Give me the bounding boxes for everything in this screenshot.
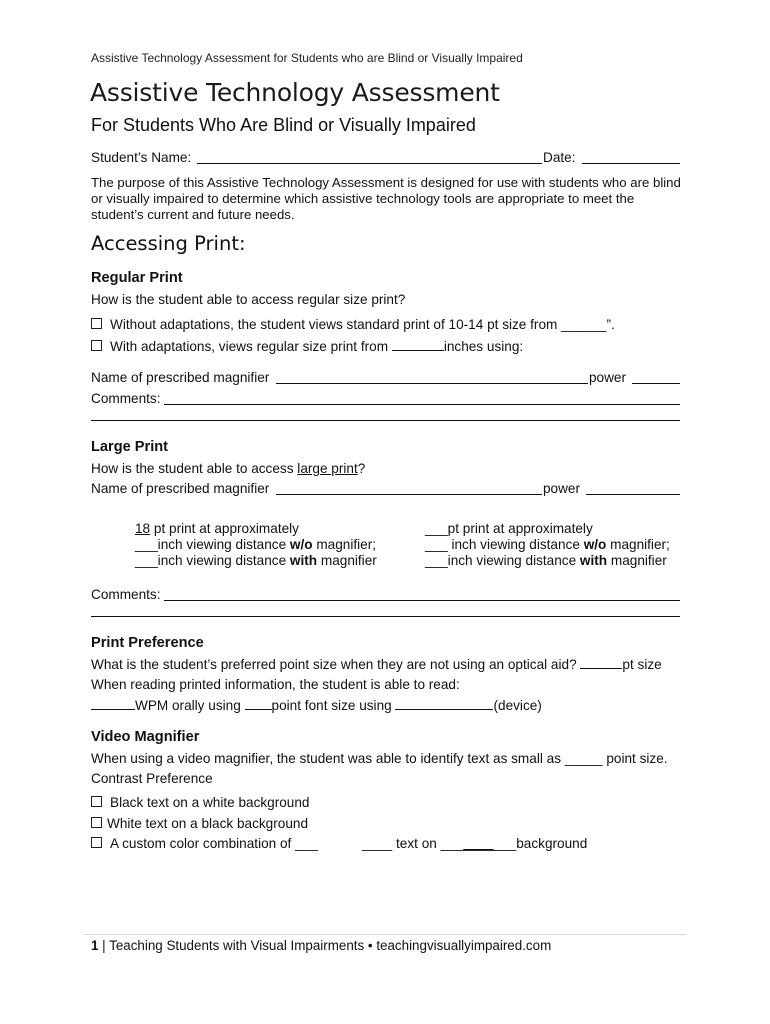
checkbox[interactable]	[91, 817, 102, 828]
large-print-question: How is the student able to access large print?	[91, 461, 366, 476]
checkbox[interactable]	[91, 318, 102, 329]
large-comments-label: Comments:	[91, 587, 161, 602]
font-size-field[interactable]	[245, 709, 272, 710]
large-print-heading: Large Print	[91, 439, 169, 455]
contrast-preference-label: Contrast Preference	[91, 771, 213, 786]
student-name-field[interactable]	[197, 163, 542, 164]
large-magnifier-field[interactable]	[276, 494, 542, 495]
large-col1-line2: ___inch viewing distance w/o magnifier;	[135, 537, 377, 552]
custom-color-detail: ____ text on __________background	[362, 836, 588, 851]
preferred-size-question: What is the student’s preferred point size when they are not using an optical aid? pt size	[91, 657, 662, 672]
regular-print-option-2: With adaptations, views regular size print from inches using:	[91, 339, 523, 355]
regular-comments-field-line-2[interactable]	[91, 420, 680, 421]
regular-power-field[interactable]	[632, 383, 680, 384]
wpm-field[interactable]	[91, 709, 135, 710]
date-field[interactable]	[582, 163, 680, 164]
footer-divider	[84, 934, 686, 935]
large-power-field[interactable]	[586, 494, 680, 495]
checkbox[interactable]	[91, 340, 102, 351]
regular-print-heading: Regular Print	[91, 270, 183, 286]
footer: 1 | Teaching Students with Visual Impairments • teachingvisuallyimpaired.com	[91, 938, 552, 953]
regular-print-option-1: Without adaptations, the student views standard print of 10-14 pt size from ______”.	[91, 317, 615, 333]
preferred-size-field[interactable]	[580, 668, 622, 669]
large-magnifier-label: Name of prescribed magnifier	[91, 481, 270, 496]
print-preference-heading: Print Preference	[91, 635, 204, 651]
pt-size-value[interactable]: 18	[135, 521, 151, 536]
large-col2-line2: ___ inch viewing distance w/o magnifier;	[425, 537, 670, 552]
checkbox[interactable]	[91, 796, 102, 807]
checkbox[interactable]	[91, 837, 102, 848]
reading-label: When reading printed information, the student is able to read:	[91, 677, 460, 692]
page-number: 1	[91, 938, 99, 953]
large-print-link[interactable]: large print	[297, 461, 358, 476]
regular-print-question: How is the student able to access regular size print?	[91, 292, 406, 307]
large-comments-field-line-2[interactable]	[91, 616, 680, 617]
regular-comments-label: Comments:	[91, 391, 161, 406]
section-heading-accessing-print: Accessing Print:	[91, 232, 246, 255]
large-col1-line1: 18 pt print at approximately	[135, 521, 299, 536]
large-col2-line3: ___inch viewing distance with magnifier	[425, 553, 667, 568]
video-magnifier-question: When using a video magnifier, the student was able to identify text as small as _____ point size.	[91, 751, 668, 766]
footer-text: Teaching Students with Visual Impairments • teachingvisuallyimpaired.com	[109, 938, 552, 953]
running-header: Assistive Technology Assessment for Students who are Blind or Visually Impaired	[91, 51, 523, 65]
device-field[interactable]	[395, 709, 493, 710]
regular-power-label: power	[589, 370, 627, 385]
page-subtitle: For Students Who Are Blind or Visually Impaired	[91, 115, 476, 135]
student-name-label: Student’s Name:	[91, 150, 192, 165]
date-label: Date:	[543, 150, 576, 165]
video-magnifier-heading: Video Magnifier	[91, 729, 200, 745]
page-title: Assistive Technology Assessment	[90, 78, 500, 107]
large-power-label: power	[543, 481, 581, 496]
large-comments-field[interactable]	[164, 600, 680, 601]
reading-details: WPM orally using point font size using (device)	[91, 698, 542, 714]
regular-magnifier-field[interactable]	[276, 383, 588, 384]
large-col2-line1: ___pt print at approximately	[425, 521, 593, 536]
intro-paragraph: The purpose of this Assistive Technology Assessment is designed for use with students who are blind or visually impaired to determine which assistive technology tools are appropriate to meet the student’s current and future needs.	[91, 175, 681, 222]
background-color-field[interactable]: ____	[463, 836, 494, 851]
contrast-option-2: White text on a black background	[91, 816, 308, 832]
inches-field[interactable]	[392, 350, 444, 351]
regular-comments-field[interactable]	[164, 404, 680, 405]
contrast-option-3: A custom color combination of ___	[91, 836, 318, 852]
large-col1-line3: ___inch viewing distance with magnifier	[135, 553, 377, 568]
contrast-option-1: Black text on a white background	[91, 795, 310, 811]
regular-magnifier-label: Name of prescribed magnifier	[91, 370, 270, 385]
